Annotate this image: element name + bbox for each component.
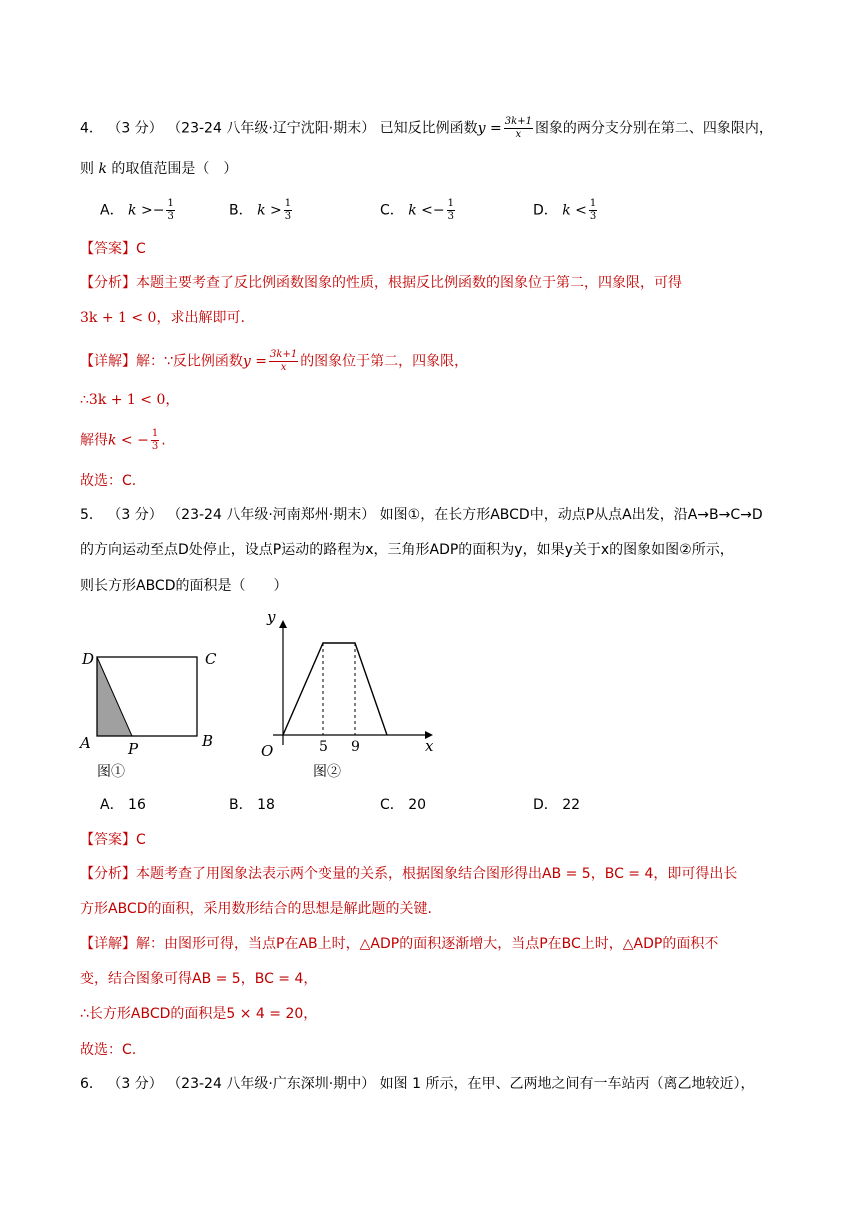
option-label: D． [533, 797, 558, 813]
detail-text: 解：由图形可得，当点P在AB上时，△ADP的面积逐渐增大，当点P在BC上时，△ADP的面积不 [136, 936, 719, 952]
label-c: C [205, 650, 217, 668]
fraction-denominator: 3 [589, 211, 597, 222]
option-label: D． [533, 202, 558, 219]
q5-stem-line-3: 则长方形ABCD的面积是（ ） [80, 578, 288, 594]
x-tick-label-5: 5 [319, 739, 328, 755]
option-relation: k < [408, 202, 433, 219]
origin-label: O [261, 742, 274, 760]
fraction-numerator: 1 [447, 198, 455, 209]
q5-option-b [229, 795, 275, 815]
q5-detail-line-2: 变，结合图象可得AB = 5，BC = 4， [80, 971, 318, 987]
analysis-inequality: 3k + 1 < 0 [80, 310, 157, 326]
fraction-numerator: 1 [589, 198, 597, 209]
q6-stem-line-1 [80, 1074, 754, 1094]
detail-solution: k < − [108, 432, 149, 449]
option-relation: k > [257, 202, 282, 219]
option-fraction [284, 199, 292, 222]
q5-stem-line-1 [80, 505, 763, 525]
q5-analysis-line-1 [80, 864, 737, 884]
q4-option-d [533, 199, 599, 222]
q4-detail-line-3 [80, 429, 166, 452]
analysis-text: 本题主要考查了反比例函数图象的性质，根据反比例函数的图象位于第二，四象限，可得 [136, 275, 682, 291]
q5-detail-line-3: ∴长方形ABCD的面积是5 × 4 = 20， [80, 1006, 318, 1022]
graph-line [283, 643, 387, 735]
q6-score: （3 分） [107, 1076, 163, 1092]
fraction-numerator: 3k+1 [504, 116, 532, 127]
answer-value: C [136, 241, 146, 257]
detail-solve-text: 解得 [80, 432, 108, 449]
detail-inequality: ∴3k + 1 < 0， [80, 392, 180, 408]
x-axis-label: x [425, 737, 434, 755]
q4-option-c [380, 199, 457, 222]
q4-detail-line-1 [80, 350, 468, 373]
option-value: 18 [257, 797, 275, 813]
q4-number: 4． [80, 120, 103, 137]
q6-source: （23-24 八年级·广东深圳·期中） [167, 1076, 376, 1092]
q4-stem-text-3: 则 [80, 161, 94, 177]
label-a: A [80, 734, 91, 752]
q4-analysis-line-1 [80, 273, 682, 293]
option-relation: k > [128, 202, 153, 219]
detail-text-2: 的图象位于第二，四象限， [300, 353, 469, 370]
q4-function-fraction [504, 117, 533, 140]
option-label: C． [380, 202, 404, 219]
fraction-numerator: 1 [151, 428, 159, 439]
analysis-tag: 【分析】 [80, 866, 136, 882]
q5-source: （23-24 八年级·河南郑州·期末） [167, 507, 376, 523]
detail-tag: 【详解】 [80, 936, 136, 952]
x-tick-label-9: 9 [351, 739, 360, 755]
q5-stem-text: 如图①，在长方形ABCD中，动点P从点A出发，沿A→B→C→D [379, 507, 763, 523]
y-axis-label: y [267, 608, 276, 626]
q4-conclusion: 故选：C. [80, 473, 137, 489]
analysis-tag: 【分析】 [80, 275, 136, 291]
q5-figure-1-rectangle [70, 640, 240, 785]
option-label: C． [380, 797, 404, 813]
q4-score: （3 分） [107, 120, 163, 137]
detail-function-fraction [269, 350, 298, 373]
answer-value: C [136, 832, 146, 848]
fraction-numerator: 1 [284, 198, 292, 209]
q4-option-b [229, 199, 294, 222]
option-label: A． [100, 202, 124, 219]
q4-stem-text-4: 的取值范围是（ ） [111, 161, 238, 177]
q4-function-lhs: y = [477, 120, 502, 137]
detail-solution-fraction [151, 429, 159, 452]
q5-stem-line-2: 的方向运动至点D处停止，设点P运动的路程为x，三角形ADP的面积为y，如果y关于x的图象如图②所示， [80, 542, 734, 558]
q5-detail-line-1 [80, 934, 718, 954]
q5-conclusion: 故选：C. [80, 1042, 137, 1058]
q4-analysis-line-2 [80, 308, 245, 328]
y-axis-arrow [279, 620, 287, 628]
q4-variable-k: k [98, 161, 107, 177]
q5-figure-2-graph [255, 605, 445, 785]
detail-text: 解：∵反比例函数 [136, 353, 243, 370]
option-label: B． [229, 202, 253, 219]
q4-stem-line-2 [80, 159, 237, 179]
option-value: 16 [128, 797, 146, 813]
q5-score: （3 分） [107, 507, 163, 523]
fraction-numerator: 3k+1 [270, 349, 298, 360]
q4-stem-line-1 [80, 117, 773, 140]
q4-detail-line-2 [80, 390, 179, 410]
option-fraction [166, 199, 174, 222]
option-label: B． [229, 797, 253, 813]
option-label: A． [100, 797, 124, 813]
q4-option-a [100, 199, 177, 222]
label-b: B [202, 732, 214, 750]
q5-answer [80, 830, 146, 850]
fraction-denominator: 3 [151, 441, 159, 452]
fraction-denominator: x [515, 129, 522, 140]
option-fraction [447, 199, 455, 222]
q6-stem-text: 如图 1 所示，在甲、乙两地之间有一车站丙（离乙地较近）， [379, 1076, 755, 1092]
option-value: 22 [562, 797, 581, 813]
q4-source: （23-24 八年级·辽宁沈阳·期末） [167, 120, 376, 137]
analysis-text: 本题考查了用图象法表示两个变量的关系，根据图象结合图形得出AB = 5，BC = 4，即可得出长 [136, 866, 738, 882]
fraction-numerator: 1 [167, 198, 174, 209]
figure-1-caption: 图① [97, 764, 125, 780]
q4-answer [80, 239, 146, 259]
fraction-denominator: 3 [167, 211, 174, 222]
q5-option-d [533, 795, 580, 815]
answer-tag: 【答案】 [80, 832, 136, 848]
option-sign: − [152, 202, 165, 219]
option-relation: k < [562, 202, 587, 219]
label-d: D [82, 650, 95, 668]
detail-period: . [161, 432, 166, 449]
q5-number: 5． [80, 507, 103, 523]
label-p: P [128, 740, 139, 758]
fraction-denominator: x [280, 362, 287, 373]
graph-marks [283, 643, 387, 755]
detail-function-lhs: y = [242, 353, 268, 370]
q4-stem-text-2: 图象的两分支分别在第二、四象限内， [534, 120, 773, 137]
q6-number: 6． [80, 1076, 103, 1092]
option-sign: − [432, 202, 445, 219]
q5-option-a [100, 795, 146, 815]
q5-option-c [380, 795, 426, 815]
fraction-denominator: 3 [284, 211, 292, 222]
q5-analysis-line-2: 方形ABCD的面积，采用数形结合的思想是解此题的关键. [80, 901, 432, 917]
q4-stem-text: 已知反比例函数 [379, 120, 478, 137]
option-fraction [589, 199, 597, 222]
option-value: 20 [408, 797, 427, 813]
analysis-text-2: ，求出解即可. [156, 310, 245, 326]
shaded-triangle-adp [97, 657, 132, 736]
answer-tag: 【答案】 [80, 241, 136, 257]
figure-2-caption: 图② [313, 764, 341, 780]
detail-tag: 【详解】 [80, 353, 136, 370]
fraction-denominator: 3 [447, 211, 455, 222]
